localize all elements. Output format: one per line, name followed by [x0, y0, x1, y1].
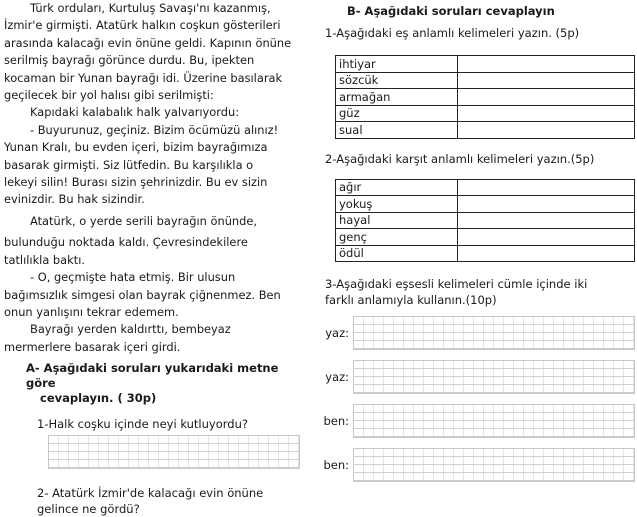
homonym-label: yaz:: [325, 370, 349, 384]
question-a1: 1-Halk coşku içinde neyi kutluyordu?: [37, 417, 248, 432]
word-cell: sözcük: [336, 72, 458, 89]
word-row: [336, 105, 635, 122]
word-row: [336, 179, 635, 196]
word-cell: genç: [336, 229, 458, 246]
right-column: [313, 0, 637, 488]
homonym-label: ben:: [323, 458, 349, 472]
word-row: [336, 212, 635, 229]
answer-cell[interactable]: [458, 56, 635, 73]
story-line: arasında kalacağı evin önüne geldi. Kapının önüne: [4, 35, 292, 50]
answer-cell[interactable]: [458, 229, 635, 246]
answer-cell[interactable]: [458, 196, 635, 213]
section-a-heading: A- Aşağıdaki soruları yukarıdaki metne göre: [26, 361, 279, 391]
word-cell: hayal: [336, 212, 458, 229]
homonym-label: yaz:: [325, 326, 349, 340]
word-cell: yokuş: [336, 196, 458, 213]
story-line: basarak girmişti. Siz lütfedin. Bu karşılıkla o: [4, 157, 254, 172]
homonym-label: ben:: [323, 414, 349, 428]
section-a: [4, 361, 304, 517]
homonym-row: [313, 316, 635, 350]
story-line: bağımsızlık simgesi olan bayrak çiğnenmez. Ben: [4, 287, 281, 302]
word-row: [336, 245, 635, 262]
word-cell: sual: [336, 122, 458, 139]
story-line: - Buyurunuz, geçiniz. Bizim öcümüzü alınız!: [30, 122, 279, 137]
homonym-row: [313, 404, 635, 438]
word-cell: ağır: [336, 179, 458, 196]
synonym-table: [335, 55, 635, 139]
answer-box-a1[interactable]: [48, 435, 300, 469]
answer-cell[interactable]: [458, 122, 635, 139]
word-cell: armağan: [336, 89, 458, 106]
story-line: Kapıdaki kalabalık halk yalvarıyordu:: [30, 105, 240, 120]
story-line: mermerlere basarak içeri girdi.: [4, 339, 181, 354]
homonym-answer-box[interactable]: [353, 316, 635, 350]
answer-cell[interactable]: [458, 72, 635, 89]
story-line: onun yanlışını tekrar edemem.: [4, 304, 179, 319]
question-b3: 3-Aşağıdaki eşsesli kelimeleri cümle içinde iki: [325, 277, 588, 291]
homonym-answer-box[interactable]: [353, 448, 635, 482]
story-line: İzmir'e girmişti. Atatürk halkın coşkun gösterileri: [4, 18, 281, 33]
story-line: lekeyi silin! Burası sizin şehrinizdir. Bu ev sizin: [4, 175, 268, 190]
story-line: bulunduğu noktada kaldı. Çevresindekilere: [4, 235, 248, 250]
answer-cell[interactable]: [458, 212, 635, 229]
homonym-area: [313, 308, 637, 488]
question-a2-cont: gelince ne gördü?: [37, 502, 140, 517]
question-b2: 2-Aşağıdaki karşıt anlamlı kelimeleri yazın.(5p): [325, 151, 595, 166]
story-line: Türk orduları, Kurtuluş Savaşı'nı kazanmış,: [30, 1, 271, 15]
word-row: [336, 196, 635, 213]
answer-cell[interactable]: [458, 89, 635, 106]
antonym-table: [335, 179, 635, 263]
question-b1: 1-Aşağıdaki eş anlamlı kelimeleri yazın. (5p): [325, 26, 580, 40]
homonym-answer-box[interactable]: [353, 360, 635, 394]
word-row: [336, 229, 635, 246]
question-a2: 2- Atatürk İzmir'de kalacağı evin önüne: [37, 486, 264, 501]
story-line: evinizdir. Bu hak sizindir.: [4, 192, 145, 207]
homonym-answer-box[interactable]: [353, 404, 635, 438]
word-row: [336, 89, 635, 106]
answer-cell[interactable]: [458, 179, 635, 196]
section-b-heading: B- Aşağıdaki soruları cevaplayın: [347, 4, 555, 18]
story-line: tatlılıkla baktı.: [4, 252, 85, 267]
word-row: [336, 56, 635, 73]
word-row: [336, 72, 635, 89]
story-line: kocaman bir Yunan bayrağı idi. Üzerine basılarak: [4, 70, 283, 85]
word-cell: ihtiyar: [336, 56, 458, 73]
homonym-row: [313, 360, 635, 394]
story-line: serilmiş bayrağı görünce durdu. Bu, ipekten: [4, 53, 255, 68]
homonym-row: [313, 448, 635, 482]
story-line: - O, geçmişte hata etmiş. Bir ulusun: [30, 270, 236, 285]
story-line: geçilecek bir yol halısı gibi serilmişti:: [4, 88, 214, 103]
story-text: [4, 0, 304, 356]
story-line: Yunan Kralı, bu evden içeri, bizim bayrağımıza: [4, 140, 268, 155]
question-b3-cont: farklı anlamıyla kullanın.(10p): [325, 293, 497, 307]
answer-cell[interactable]: [458, 105, 635, 122]
section-a-heading-cont: cevaplayın. ( 30p): [40, 391, 157, 406]
left-column: [4, 0, 304, 517]
answer-cell[interactable]: [458, 245, 635, 262]
word-row: [336, 122, 635, 139]
word-cell: ödül: [336, 245, 458, 262]
word-cell: güz: [336, 105, 458, 122]
story-line: Atatürk, o yerde serili bayrağın önünde,: [30, 213, 258, 228]
story-line: Bayrağı yerden kaldırttı, bembeyaz: [30, 322, 231, 337]
